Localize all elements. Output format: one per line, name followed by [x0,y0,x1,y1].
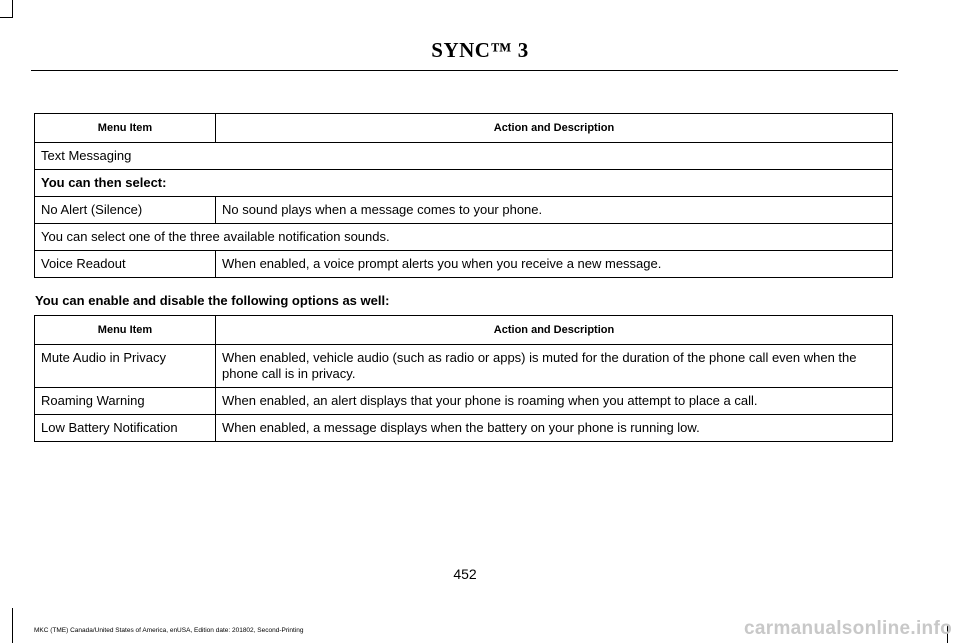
page-number: 452 [453,566,477,582]
table-cell-desc: When enabled, vehicle audio (such as radio or apps) is muted for the duration of the phone call even when the phone call is in privacy. [216,345,893,388]
table-header-row [35,316,893,345]
table-cell-item: No Alert (Silence) [35,197,216,224]
table-row [35,388,893,415]
header-rule [31,70,898,71]
column-header-menu-item: Menu Item [35,114,216,143]
page-title: SYNC™ 3 [431,38,529,62]
edition-footer: MKC (TME) Canada/United States of America, enUSA, Edition date: 201802, Second-Printing [34,627,304,634]
table-row [35,170,893,197]
table-cell-span: You can select one of the three available notification sounds. [35,224,893,251]
menu-table-options [34,315,893,442]
crop-mark-bottom-left-v [12,608,13,643]
table-row [35,224,893,251]
table-header-row [35,114,893,143]
table-row [35,143,893,170]
menu-table-text-messaging [34,113,893,278]
table-cell-item: Voice Readout [35,251,216,278]
watermark: carmanualsonline.info [744,618,952,639]
table-cell-desc: When enabled, an alert displays that your phone is roaming when you attempt to place a call. [216,388,893,415]
table-cell-desc: When enabled, a message displays when the battery on your phone is running low. [216,415,893,442]
column-header-menu-item: Menu Item [35,316,216,345]
table-row [35,197,893,224]
crop-mark-top-left-h [0,17,12,18]
column-header-action: Action and Description [216,114,893,143]
table-cell-item: Roaming Warning [35,388,216,415]
table-row [35,251,893,278]
table-row [35,345,893,388]
table-cell-span: Text Messaging [35,143,893,170]
crop-mark-top-left-v [12,0,13,18]
column-header-action: Action and Description [216,316,893,345]
table-cell-desc: When enabled, a voice prompt alerts you when you receive a new message. [216,251,893,278]
table-cell-item: Mute Audio in Privacy [35,345,216,388]
section-intro-text: You can enable and disable the following options as well: [35,293,390,308]
table-row [35,415,893,442]
table-cell-span: You can then select: [35,170,893,197]
table-cell-item: Low Battery Notification [35,415,216,442]
table-cell-desc: No sound plays when a message comes to your phone. [216,197,893,224]
